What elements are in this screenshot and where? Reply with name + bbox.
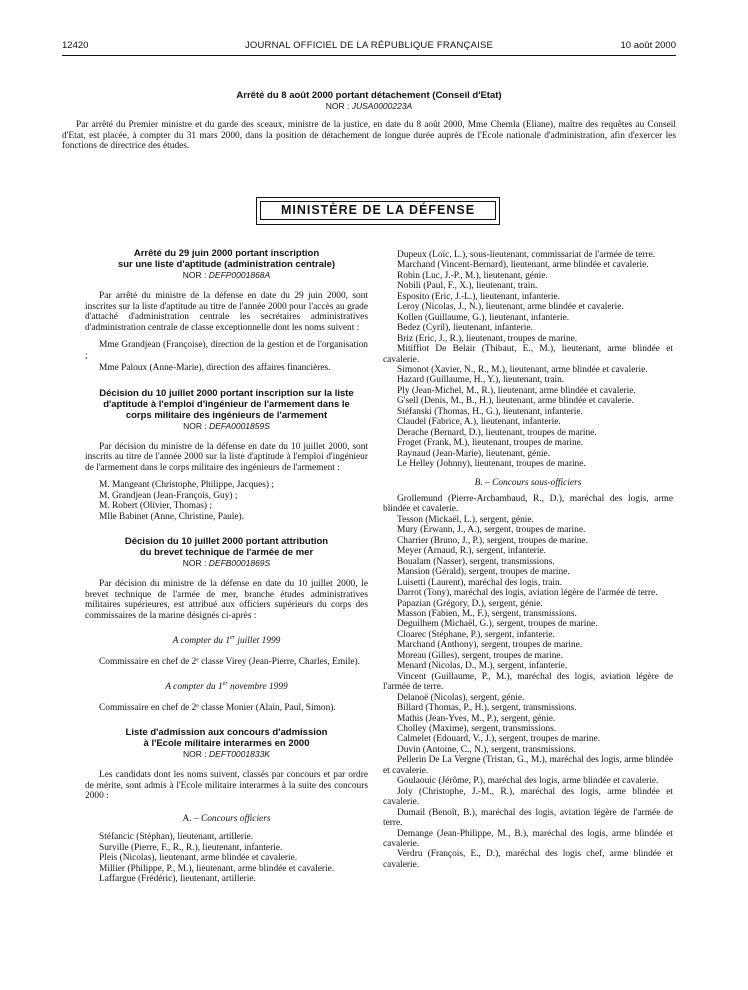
list-item: Briz (Eric, J., R.), lieutenant, troupes de marine. bbox=[397, 333, 578, 344]
list-item: Raynaud (Jean-Marie), lieutenant, génie. bbox=[397, 448, 551, 459]
list-item: Dumail (Benoît, B.), maréchal des logis, aviation légère de l'armée de terre. bbox=[383, 807, 673, 829]
subsection-heading: B. – Concours sous-officiers bbox=[474, 477, 582, 488]
issue-date: 10 août 2000 bbox=[620, 40, 676, 51]
section-title: corps militaire des ingénieurs de l'armement bbox=[125, 409, 328, 421]
section-title: à l'Ecole militaire interarmes en 2000 bbox=[143, 738, 310, 750]
officiers-list bbox=[383, 250, 673, 470]
list-item: Joly (Christophe, J.-M., R.), maréchal des logis, arme blindée et cavalerie. bbox=[383, 786, 673, 808]
arrete-title: Arrêté du 8 août 2000 portant détachement (Conseil d'Etat) bbox=[236, 90, 502, 101]
list-item: Laffargue (Frédéric), lieutenant, artillerie. bbox=[99, 874, 256, 885]
nor-line: NOR : DEFP0001868A bbox=[182, 270, 271, 280]
nor-line: NOR : JUSA0000223A bbox=[325, 101, 413, 111]
list-item: G'sell (Denis, M., B., H.), lieutenant, arme blindée et cavalerie. bbox=[397, 396, 635, 407]
list-item: Mitiffiot De Belair (Thibaut, E., M.), lieutenant, arme blindée et cavalerie. bbox=[383, 344, 673, 365]
list-item: Millier (Philippe, P., M.), lieutenant, arme blindée et cavalerie. bbox=[99, 863, 335, 874]
list-item: Robin (Luc, J.-P., M.), lieutenant, génie. bbox=[397, 270, 548, 281]
list-item: Stéfanski (Thomas, H., G.), lieutenant, infanterie. bbox=[397, 406, 583, 417]
section-title: sur une liste d'aptitude (administration centrale) bbox=[117, 259, 336, 270]
list-item: Nobili (Paul, F., X.), lieutenant, train. bbox=[397, 281, 538, 292]
date-subheading: A compter du 1er juillet 1999 bbox=[172, 635, 281, 647]
section-title: Liste d'admission aux concours d'admission bbox=[125, 727, 328, 739]
nor-line: NOR : DEFT0001833K bbox=[183, 749, 270, 760]
paragraph: Mme Grandjean (Françoise), direction de la gestion et de l'organisation ; bbox=[85, 340, 368, 361]
list-item: Boualam (Nasser), sergent, transmissions. bbox=[397, 556, 555, 567]
list-item: Billard (Thomas, P., H.), sergent, transmissions. bbox=[397, 703, 577, 714]
list-item: Goulaouic (Jérôme, P.), maréchal des logis, arme blindée et cavalerie. bbox=[397, 776, 659, 787]
list-item: Moreau (Gilles), sergent, troupes de marine. bbox=[397, 650, 563, 661]
list-item: Mlle Babinet (Anne, Christine, Paule). bbox=[99, 511, 245, 522]
list-item: Verdru (François, E., D.), maréchal des logis chef, arme blindée et cavalerie. bbox=[383, 849, 673, 870]
list-item: Menard (Nicolas, D., M.), sergent, infanterie. bbox=[397, 661, 568, 672]
nor-line: NOR : DEFA0001859S bbox=[183, 420, 270, 431]
list-item: Kollen (Guillaume, G.), lieutenant, infanterie. bbox=[397, 312, 570, 323]
page-number: 12420 bbox=[62, 40, 89, 51]
list-item: Surville (Pierre, F., R., R.), lieutenant, infanterie. bbox=[99, 842, 283, 853]
list-item: Bedez (Cyril), lieutenant, infanterie. bbox=[397, 323, 533, 334]
section-title: Décision du 10 juillet 2000 portant inscription sur la liste bbox=[99, 387, 354, 399]
list-item: Simonot (Xavier, N., R., M.), lieutenant, arme blindée et cavalerie. bbox=[397, 364, 648, 375]
running-header bbox=[62, 40, 676, 54]
list-item: Stéfancic (Stéphan), lieutenant, artillerie. bbox=[99, 832, 254, 843]
list-item: M. Mangeant (Christophe, Philippe, Jacques) ; bbox=[99, 480, 274, 490]
list-item: Demange (Jean-Philippe, M., B.), maréchal des logis, arme blindée et cavalerie. bbox=[383, 828, 673, 849]
list-item: Grollemund (Pierre-Archambaud, R., D.), maréchal des logis, arme blindée et cavalerie. bbox=[383, 494, 673, 515]
list-item: Marchand (Anthony), sergent, troupes de marine. bbox=[397, 640, 583, 651]
list-item: Darrot (Tony), maréchal des logis, aviation légère de l'armée de terre. bbox=[397, 588, 658, 599]
list-item: Cloarec (Stéphane, P.), sergent, infanterie. bbox=[397, 629, 555, 640]
list-item: Ply (Jean-Michel, M., R.), lieutenant, arme blindée et cavalerie. bbox=[397, 385, 636, 396]
section-title: du brevet technique de l'armée de mer bbox=[139, 547, 314, 558]
right-column bbox=[383, 250, 673, 870]
top-arrete bbox=[62, 90, 676, 152]
list-item: Le Helley (Johnny), lieutenant, troupes de marine. bbox=[397, 459, 586, 470]
list-item: Deguilhem (Michaël, G.), sergent, troupes de marine. bbox=[397, 619, 598, 630]
paragraph: Mme Paloux (Anne-Marie), direction des affaires financières. bbox=[99, 363, 331, 373]
section-title: d'aptitude à l'emploi d'ingénieur de l'armement dans le bbox=[103, 398, 350, 410]
list-item: M. Robert (Olivier, Thomas) ; bbox=[99, 501, 212, 511]
arrete-body: Par arrêté du Premier ministre et du garde des sceaux, ministre de la justice, en date du 8 août 2000, Mme Chemla (Eliane), maître des requêtes au Conseil d'Etat, est placée, à compter du 31 mars 2000, dans la position de détachement de longue durée auprès de l'Ecole nationale d'administration, afin d'exercer les fonctions de directrice des études. bbox=[62, 120, 676, 151]
list-item: M. Grandjean (Jean-François, Guy) ; bbox=[99, 490, 238, 501]
list-item: Papazian (Grégory, D.), sergent, génie. bbox=[397, 598, 543, 609]
list-item: Froget (Frank, M.), lieutenant, troupes de marine. bbox=[397, 438, 584, 449]
section-title: Décision du 10 juillet 2000 portant attribution bbox=[124, 536, 329, 547]
left-column bbox=[85, 248, 368, 885]
nor-line: NOR : DEFB0001869S bbox=[182, 558, 271, 568]
list-item: Charrier (Bruno, J., P.), sergent, troupes de marine. bbox=[397, 535, 588, 546]
paragraph: Par décision du ministre de la défense en date du 10 juillet 2000, sont inscrits au titre de l'année 2000 sur la liste d'aptitude à l'emploi d'ingénieur de l'armement dans le corps militaire des ingénieurs de l'armement : bbox=[85, 441, 368, 473]
header-rule bbox=[62, 55, 676, 56]
paragraph: Les candidats dont les noms suivent, classés par concours et par ordre de mérite, sont admis à l'Ecole militaire interarmes à la suite des concours 2000 : bbox=[85, 770, 368, 802]
list-item: Mathis (Jean-Yves, M., P.), sergent, génie. bbox=[397, 713, 556, 724]
ministry-heading: MINISTÈRE DE LA DÉFENSE bbox=[260, 201, 496, 220]
nor-code: JUSA0000223A bbox=[351, 101, 413, 111]
list-item: Calmelet (Edouard, V., J.), sergent, troupes de marine. bbox=[397, 734, 601, 745]
list-item: Mury (Erwann, J., A.), sergent, troupes de marine. bbox=[397, 525, 586, 536]
list-item: Meyer (Arnaud, R.), sergent, infanterie. bbox=[397, 546, 546, 557]
list-item: Esposito (Eric, J.-L.), lieutenant, infanterie. bbox=[397, 291, 560, 302]
list-item: Hazard (Guillaume, H., Y.), lieutenant, train. bbox=[397, 375, 565, 386]
list-item: Claudel (Fabrice, A.), lieutenant, infanterie. bbox=[397, 417, 561, 428]
list-item: Cholley (Maxime), sergent, transmissions. bbox=[397, 723, 557, 734]
subsection-heading: A. – Concours officiers bbox=[182, 813, 271, 824]
list-item: Tesson (Mickaël, L.), sergent, génie. bbox=[397, 514, 534, 525]
paragraph: Par arrêté du ministre de la défense en date du 29 juin 2000, sont inscrites sur la liste d'aptitude au titre de l'année 2000 pour l'accès au grade d'attaché d'administration centrale les secrétaires administratives d'administration centrale de classe exceptionnelle dont les noms suivent : bbox=[85, 291, 368, 333]
paragraph: Commissaire en chef de 2ᵉ classe Virey (Jean-Pierre, Charles, Emile). bbox=[99, 656, 360, 667]
journal-title: JOURNAL OFFICIEL DE LA RÉPUBLIQUE FRANÇAISE bbox=[244, 40, 494, 51]
paragraph: Par décision du ministre de la défense en date du 10 juillet 2000, le brevet technique de l'armée de mer, branche études administratives militaires supérieures, est attribué aux officiers supérieurs du corps des commissaires de la marine désignés ci-après : bbox=[85, 579, 368, 621]
date-subheading: A compter du 1er novembre 1999 bbox=[165, 681, 288, 693]
list-item: Delanoë (Nicolas), sergent, génie. bbox=[397, 692, 525, 703]
list-item: Marchand (Vincent-Bernard), lieutenant, arme blindée et cavalerie. bbox=[397, 260, 649, 271]
sous-officiers-list bbox=[383, 494, 673, 870]
section-title: Arrêté du 29 juin 2000 portant inscription bbox=[133, 248, 320, 259]
list-item: Masson (Fabien, M., F.), sergent, transmissions. bbox=[397, 609, 577, 619]
list-item: Pellerin De La Vergne (Tristan, G., M.), maréchal des logis, arme blindée et cavalerie. bbox=[383, 755, 673, 776]
list-item: Pleis (Nicolas), lieutenant, arme blindée et cavalerie. bbox=[99, 853, 298, 864]
list-item: Leroy (Nicolas, J., N.), lieutenant, arme blindée et cavalerie. bbox=[397, 302, 624, 313]
list-item: Vincent (Guillaume, P., M.), maréchal des logis, aviation légère de l'armée de terre. bbox=[383, 671, 673, 693]
list-item: Duvin (Antoine, C., N.), sergent, transmissions. bbox=[397, 744, 576, 755]
list-item: Mansion (Gérald), sergent, troupes de marine. bbox=[397, 567, 570, 578]
ministry-heading-box bbox=[256, 197, 500, 225]
paragraph: Commissaire en chef de 2ᵉ classe Monier (Alain, Paul, Simon). bbox=[99, 702, 336, 713]
list-item: Dupeux (Loïc, L.), sous-lieutenant, commissariat de l'armée de terre. bbox=[397, 250, 656, 260]
list-item: Luisetti (Laurent), maréchal des logis, train. bbox=[397, 577, 563, 588]
list-item: Derache (Bernard, D.), lieutenant, troupes de marine. bbox=[397, 427, 597, 438]
